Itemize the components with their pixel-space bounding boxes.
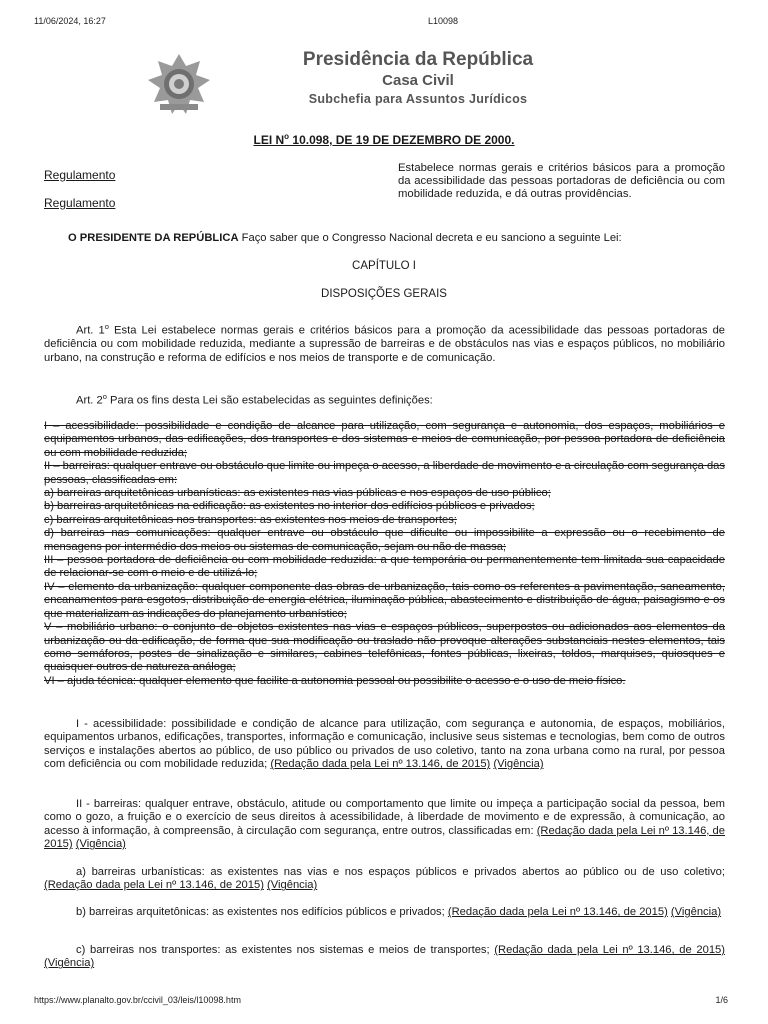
- revoked-item: b) barreiras arquitetônicas na edificação: as existentes no interior dos edifícios públicos e privados;: [44, 500, 535, 513]
- art-1: Art. 1$^o$ Esta Lei estabelece normas gerais e critérios básicos para a promoção da acessibilidade das pessoas portadoras de deficiência ou com mobilidade reduzida, mediante a supressão de barreiras e de obstáculos nas vias e espaços públicos, no mobiliário urbano, na construção e reforma de edifícios e nos meios de transporte e de comunicação.: [44, 322, 726, 364]
- revoked-definitions: [44, 420, 725, 688]
- page-number: 1/6: [715, 995, 728, 1005]
- revoked-item: II – barreiras: qualquer entrave ou obstáculo que limite ou impeça o acesso, a liberdade de movimento e a circulação com segurança das pessoas, classificadas em:: [44, 460, 725, 486]
- current-def-b: b) barreiras arquitetônicas: as existentes nos edifícios públicos e privados; (Redação dada pela Lei nº 13.146, de 2015) (Vigência): [76, 906, 722, 918]
- preamble: O PRESIDENTE DA REPÚBLICA Faço saber que o Congresso Nacional decreta e eu sanciono a seguinte Lei:: [68, 232, 622, 244]
- org-heading: [232, 48, 604, 108]
- org-subchefia: Subchefia para Assuntos Jurídicos: [308, 92, 528, 106]
- regulamento-link-1[interactable]: Regulamento: [44, 168, 116, 182]
- vigencia-link[interactable]: (Vigência): [44, 957, 95, 970]
- chapter-title: DISPOSIÇÕES GERAIS: [321, 288, 447, 300]
- revoked-item: d) barreiras nas comunicações: qualquer entrave ou obstáculo que dificulte ou impossibilite a expressão ou o recebimento de mensagens por intermédio dos meios ou sistemas de comunicação, sejam ou não de massa;: [44, 527, 725, 553]
- current-def-1: I - acessibilidade: possibilidade e condição de alcance para utilização, com segurança e autonomia, de espaços, mobiliários, equipamentos urbanos, edificações, transportes, informação e comunicação, inclusive seus sistemas e tecnologias, bem como de outros serviços e instalações abertos ao público, de uso público ou privados de uso coletivo, tanto na zona urbana como na rural, por pessoa com deficiência ou com mobilidade reduzida; (Redação dada pela Lei nº 13.146, de 2015) (Vigência): [44, 718, 725, 771]
- ementa: Estabelece normas gerais e critérios básicos para a promoção da acessibilidade das pessoas portadoras de deficiência ou com mobilidade reduzida, e dá outras providências.: [398, 162, 725, 200]
- current-def-2: II - barreiras: qualquer entrave, obstáculo, atitude ou comportamento que limite ou impeça a participação social da pessoa, bem como o gozo, a fruição e o exercício de seus direitos à acessibilidade, à liberdade de movimento e de expressão, à comunicação, ao acesso à informação, à compreensão, à circulação com segurança, entre outros, classificadas em: (Redação dada pela Lei nº 13.146, de 2015) (Vigência): [44, 798, 725, 851]
- revoked-item: c) barreiras arquitetônicas nos transportes: as existentes nos meios de transportes;: [44, 513, 457, 526]
- org-casa-civil: Casa Civil: [382, 72, 454, 89]
- current-def-a: a) barreiras urbanísticas: as existentes nas vias e nos espaços públicos e privados abertos ao público ou de uso coletivo; (Redação dada pela Lei nº 13.146, de 2015) (Vigência): [44, 866, 725, 892]
- amendment-link[interactable]: (Redação dada pela Lei nº 13.146, de 2015): [447, 906, 668, 918]
- revoked-item: VI – ajuda técnica: qualquer elemento que facilite a autonomia pessoal ou possibilite o acesso e o uso de meio físico.: [44, 674, 626, 687]
- print-doc-name: L10098: [428, 16, 459, 26]
- vigencia-link[interactable]: (Vigência): [75, 838, 126, 851]
- print-date: 11/06/2024, 16:27: [34, 16, 106, 26]
- revoked-item: I – acessibilidade: possibilidade e condição de alcance para utilização, com segurança e autonomia, dos espaços, mobiliários e equipamentos urbanos, das edificações, dos transportes e dos sistemas e meios de comunicação, por pessoa portadora de deficiência ou com mobilidade reduzida;: [44, 420, 725, 459]
- revoked-item: a) barreiras arquitetônicas urbanísticas: as existentes nas vias públicas e nos espaços de uso público;: [44, 487, 551, 500]
- current-def-c: c) barreiras nos transportes: as existentes nos sistemas e meios de transportes; (Redação dada pela Lei nº 13.146, de 2015) (Vigência): [44, 944, 725, 970]
- law-title[interactable]: LEI $N^o$ 10.098, DE 19 DE DEZEMBRO DE 2000.: [253, 132, 515, 147]
- vigencia-link[interactable]: (Vigência): [267, 879, 318, 892]
- art-2: Art. 2$^o$ Para os fins desta Lei são estabelecidas as seguintes definições:: [76, 392, 433, 407]
- amendment-link[interactable]: (Redação dada pela Lei nº 13.146, de 2015): [44, 879, 264, 892]
- revoked-item: III – pessoa portadora de deficiência ou com mobilidade reduzida: a que temporária ou permanentemente tem limitada sua capacidade de relacionar-se com o meio e de utilizá-lo;: [44, 554, 725, 580]
- amendment-link[interactable]: (Redação dada pela Lei nº 13.146, de 2015): [270, 758, 491, 771]
- amendment-link[interactable]: (Redação dada pela Lei nº 13.146, de 2015): [44, 824, 725, 851]
- vigencia-link[interactable]: (Vigência): [670, 906, 722, 918]
- coat-of-arms-icon: [146, 52, 212, 118]
- revoked-item: IV – elemento da urbanização: qualquer componente das obras de urbanização, tais como os referentes a pavimentação, saneamento, encanamentos para esgotos, distribuição de energia elétrica, iluminação pública, abastecimento e distribuição de água, paisagismo e os que materializam as indicações do planejamento urbanístico;: [44, 580, 725, 620]
- org-presidency: Presidência da República: [302, 49, 534, 70]
- amendment-link[interactable]: (Redação dada pela Lei nº 13.146, de 2015): [494, 944, 725, 956]
- chapter-label: CAPÍTULO I: [352, 260, 416, 272]
- vigencia-link[interactable]: (Vigência): [493, 758, 544, 771]
- page-url[interactable]: https://www.planalto.gov.br/ccivil_03/leis/l10098.htm: [34, 995, 241, 1005]
- regulamento-link-2[interactable]: Regulamento: [44, 196, 116, 210]
- revoked-item: V – mobiliário urbano: o conjunto de objetos existentes nas vias e espaços públicos, superpostos ou adicionados aos elementos da urbanização ou da edificação, de forma que sua modificação ou traslado não provoque alterações substanciais nestes elementos, tais como semáforos, postes de sinalização e similares, cabines telefônicas, fontes públicas, lixeiras, toldos, marquises, quiosques e quaisquer outros de natureza análoga;: [44, 621, 725, 674]
